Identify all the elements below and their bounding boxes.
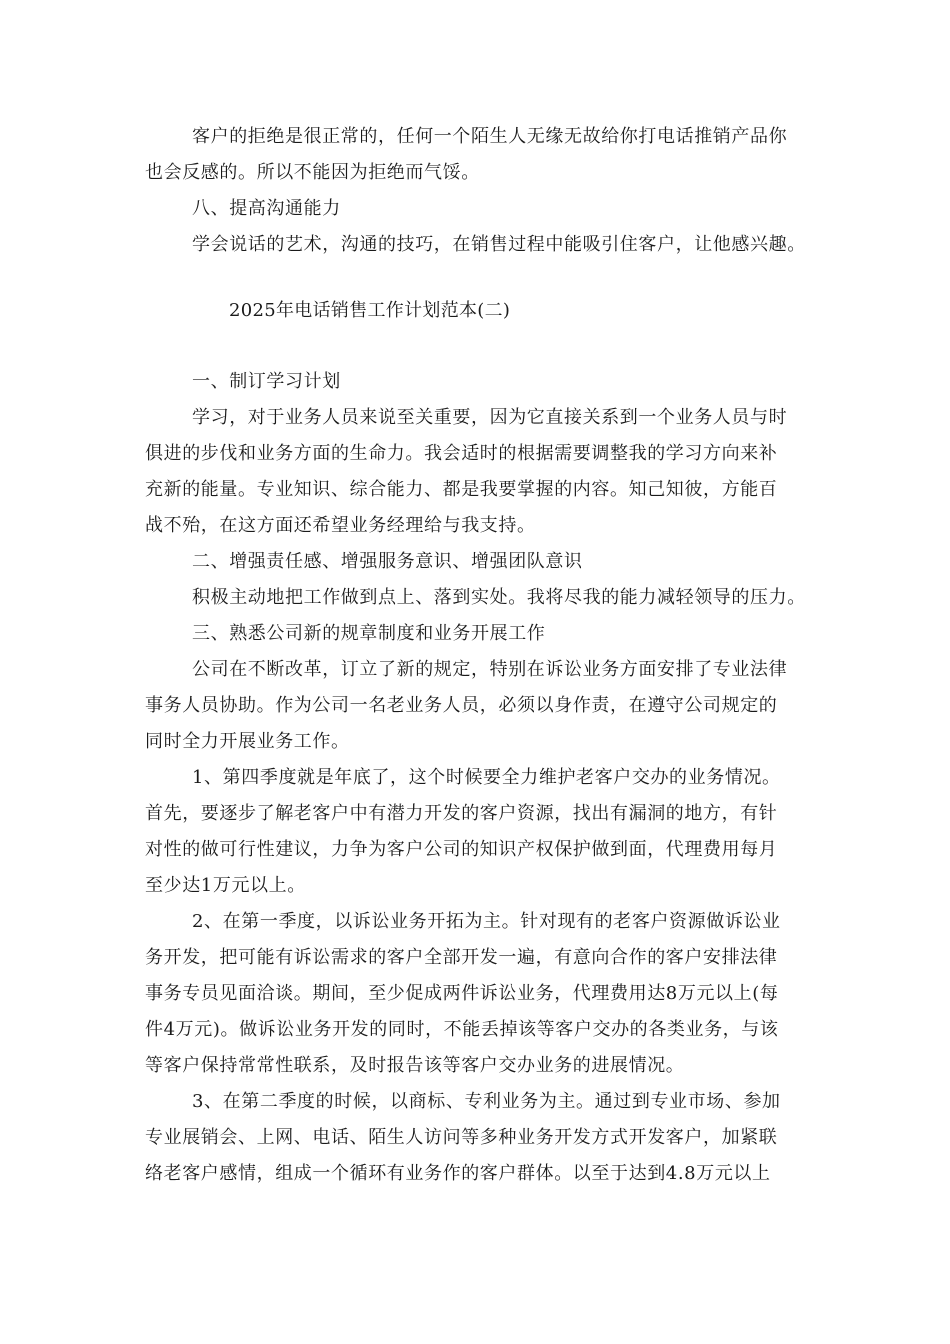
paragraph-line: 等客户保持常常性联系，及时报告该等客户交办业务的进展情况。 xyxy=(145,1055,685,1076)
paragraph-line: 战不殆，在这方面还希望业务经理给与我支持。 xyxy=(145,515,536,536)
paragraph-line: 专业展销会、上网、电话、陌生人访问等多种业务开发方式开发客户，加紧联 xyxy=(145,1127,778,1148)
document-title: 2025年电话销售工作计划范本(二) xyxy=(229,300,511,321)
paragraph-line: 学习，对于业务人员来说至关重要，因为它直接关系到一个业务人员与时 xyxy=(192,407,788,428)
paragraph-line: 络老客户感情，组成一个循环有业务作的客户群体。以至于达到4.8万元以上 xyxy=(145,1163,771,1184)
section-heading: 一、制订学习计划 xyxy=(192,371,341,392)
paragraph-line: 也会反感的。所以不能因为拒绝而气馁。 xyxy=(145,162,480,183)
paragraph-line: 2、在第一季度，以诉讼业务开拓为主。针对现有的老客户资源做诉讼业 xyxy=(192,911,781,932)
paragraph-line: 充新的能量。专业知识、综合能力、都是我要掌握的内容。知己知彼，方能百 xyxy=(145,479,778,500)
paragraph-line: 公司在不断改革，订立了新的规定，特别在诉讼业务方面安排了专业法律 xyxy=(192,659,788,680)
paragraph-line: 首先，要逐步了解老客户中有潜力开发的客户资源，找出有漏洞的地方，有针 xyxy=(145,803,778,824)
paragraph-line: 对性的做可行性建议，力争为客户公司的知识产权保护做到面，代理费用每月 xyxy=(145,839,778,860)
paragraph-line: 事务人员协助。作为公司一名老业务人员，必须以身作责，在遵守公司规定的 xyxy=(145,695,778,716)
paragraph-line: 至少达1万元以上。 xyxy=(145,875,306,896)
paragraph-line: 积极主动地把工作做到点上、落到实处。我将尽我的能力减轻领导的压力。 xyxy=(192,587,806,608)
paragraph-line: 件4万元)。做诉讼业务开发的同时，不能丢掉该等客户交办的各类业务，与该 xyxy=(145,1019,779,1040)
paragraph-line: 事务专员见面洽谈。期间，至少促成两件诉讼业务，代理费用达8万元以上(每 xyxy=(145,983,779,1004)
paragraph-line: 学会说话的艺术，沟通的技巧，在销售过程中能吸引住客户，让他感兴趣。 xyxy=(192,234,806,255)
section-heading: 二、增强责任感、增强服务意识、增强团队意识 xyxy=(192,551,583,572)
section-heading: 三、熟悉公司新的规章制度和业务开展工作 xyxy=(192,623,546,644)
section-heading: 八、提高沟通能力 xyxy=(192,198,341,219)
paragraph-line: 1、第四季度就是年底了，这个时候要全力维护老客户交办的业务情况。 xyxy=(192,767,781,788)
paragraph-line: 务开发，把可能有诉讼需求的客户全部开发一遍，有意向合作的客户安排法律 xyxy=(145,947,778,968)
paragraph-line: 俱进的步伐和业务方面的生命力。我会适时的根据需要调整我的学习方向来补 xyxy=(145,443,778,464)
paragraph-line: 3、在第二季度的时候，以商标、专利业务为主。通过到专业市场、参加 xyxy=(192,1091,781,1112)
paragraph-line: 客户的拒绝是很正常的，任何一个陌生人无缘无故给你打电话推销产品你 xyxy=(192,126,788,147)
paragraph-line: 同时全力开展业务工作。 xyxy=(145,731,350,752)
